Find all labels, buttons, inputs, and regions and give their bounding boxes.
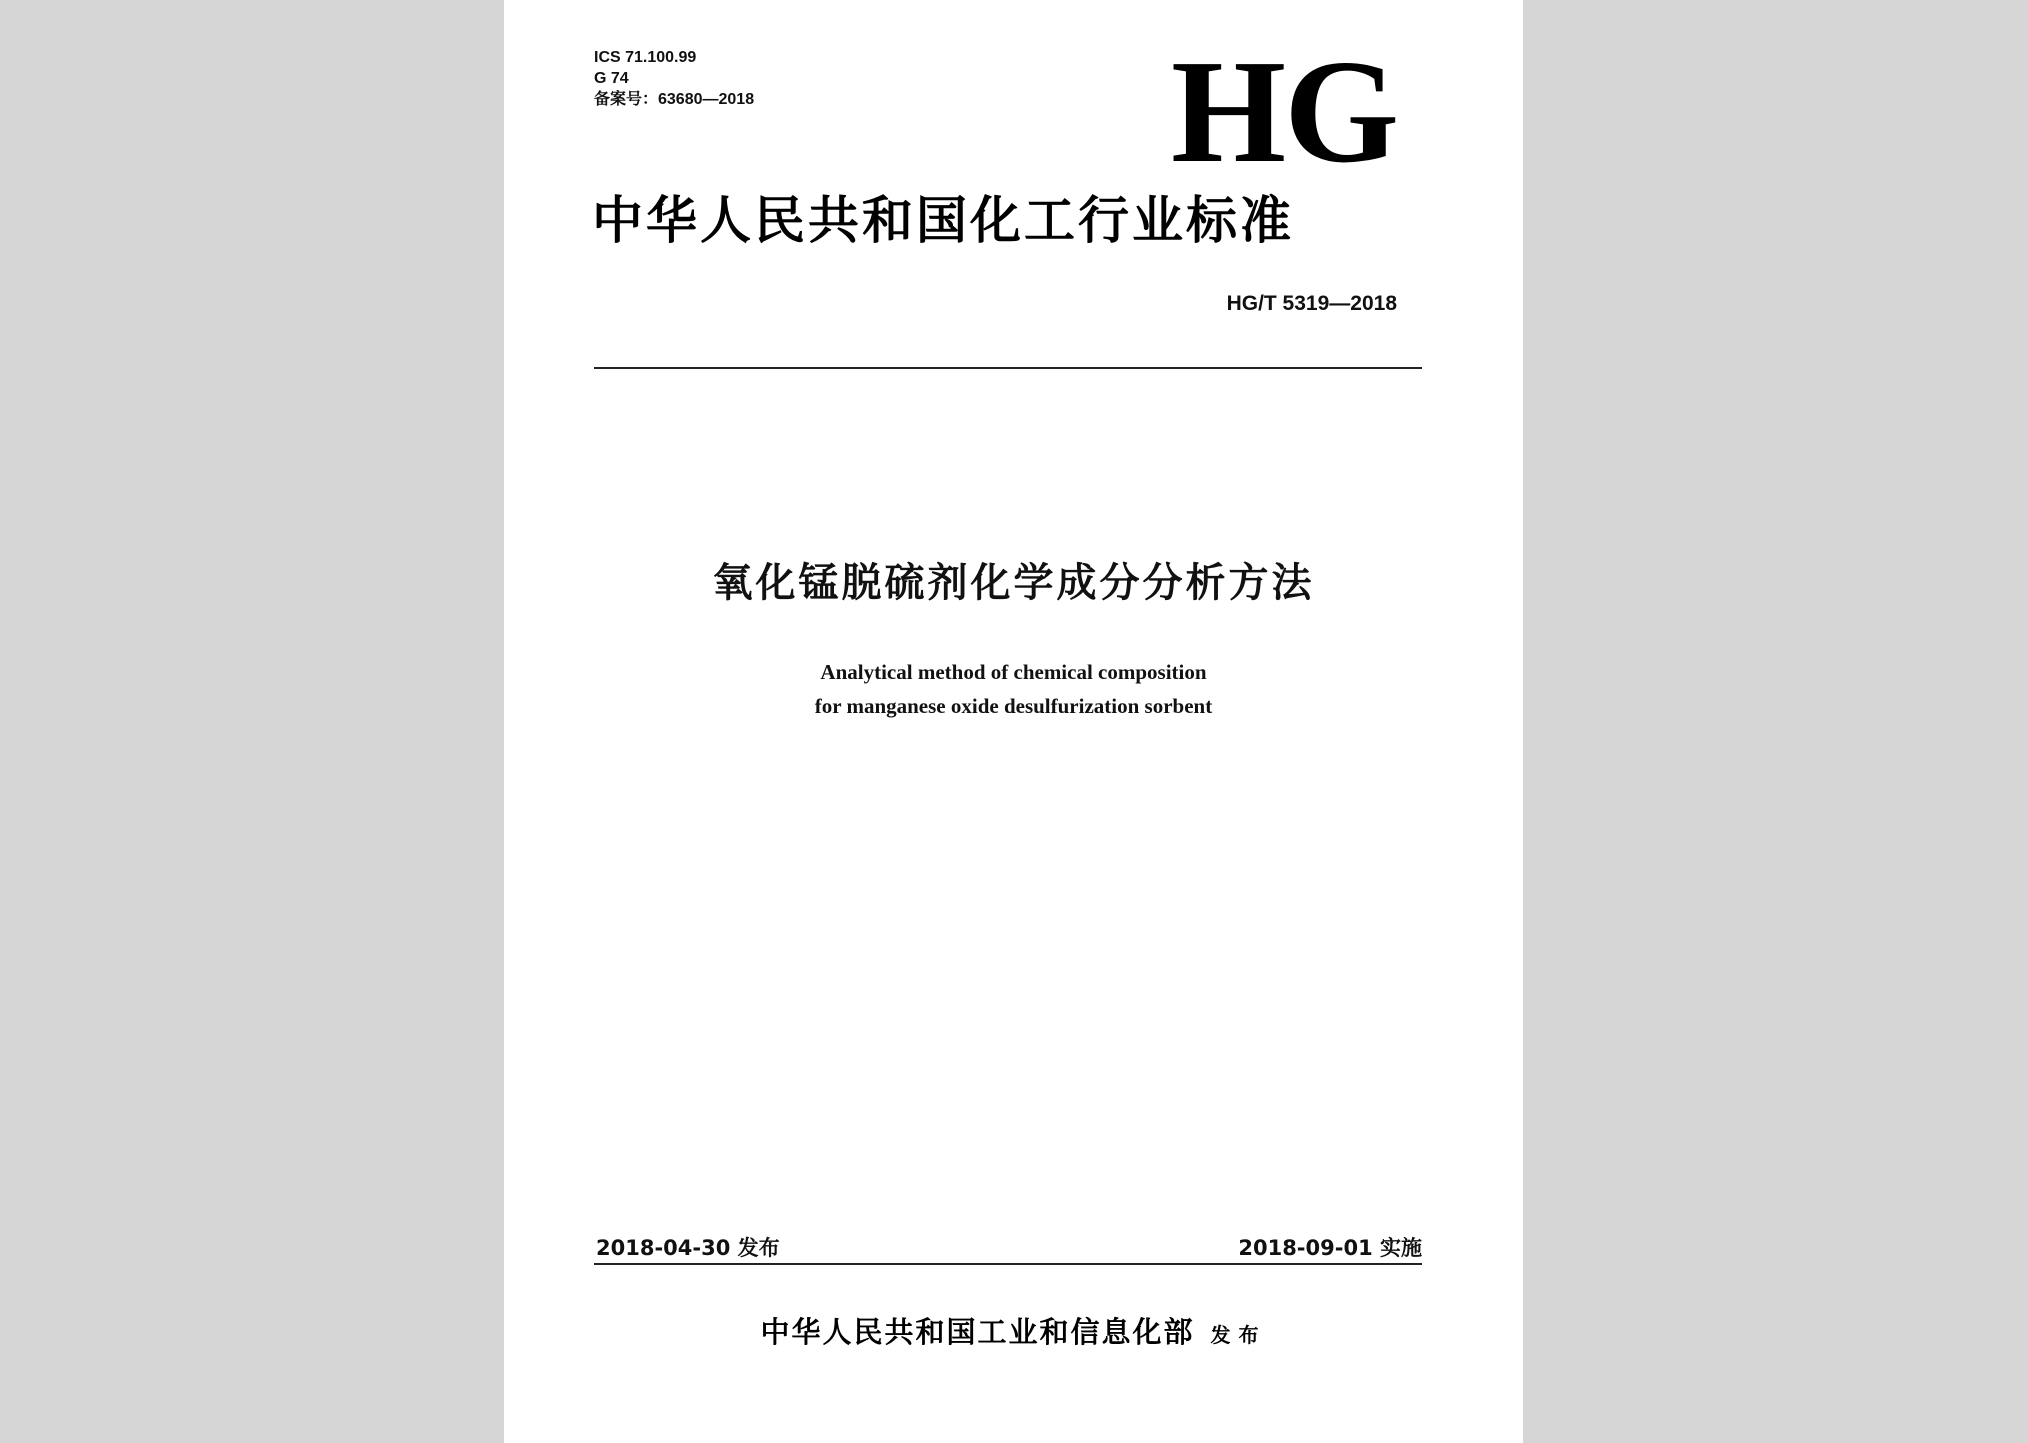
organization-title: 中华人民共和国化工行业标准	[592, 192, 1295, 251]
english-title-line-1: Analytical method of chemical composition	[820, 660, 1207, 684]
hg-logo: HG	[1171, 30, 1398, 194]
implementation-date: 2018-09-01 实施	[1238, 1236, 1422, 1260]
document-title-chinese: 氧化锰脱硫剂化学成分分析方法	[712, 560, 1315, 606]
ics-code: ICS 71.100.99	[594, 49, 697, 66]
document-title-english	[504, 655, 1523, 723]
publisher-name: 中华人民共和国工业和信息化部	[760, 1315, 1195, 1349]
english-title-line-2: for manganese oxide desulfurization sorbent	[814, 694, 1213, 718]
classification-block	[594, 47, 754, 110]
filing-number: 备案号：63680—2018	[594, 91, 755, 108]
document-page	[504, 0, 1523, 1443]
issue-date: 2018-04-30 发布	[596, 1236, 780, 1260]
ccs-code: G 74	[594, 70, 629, 87]
publisher-line	[504, 1310, 1523, 1351]
footer-divider	[594, 1263, 1422, 1265]
header-divider	[594, 367, 1422, 369]
release-label: 发布	[1210, 1323, 1267, 1347]
standard-number: HG/T 5319—2018	[1226, 292, 1397, 315]
